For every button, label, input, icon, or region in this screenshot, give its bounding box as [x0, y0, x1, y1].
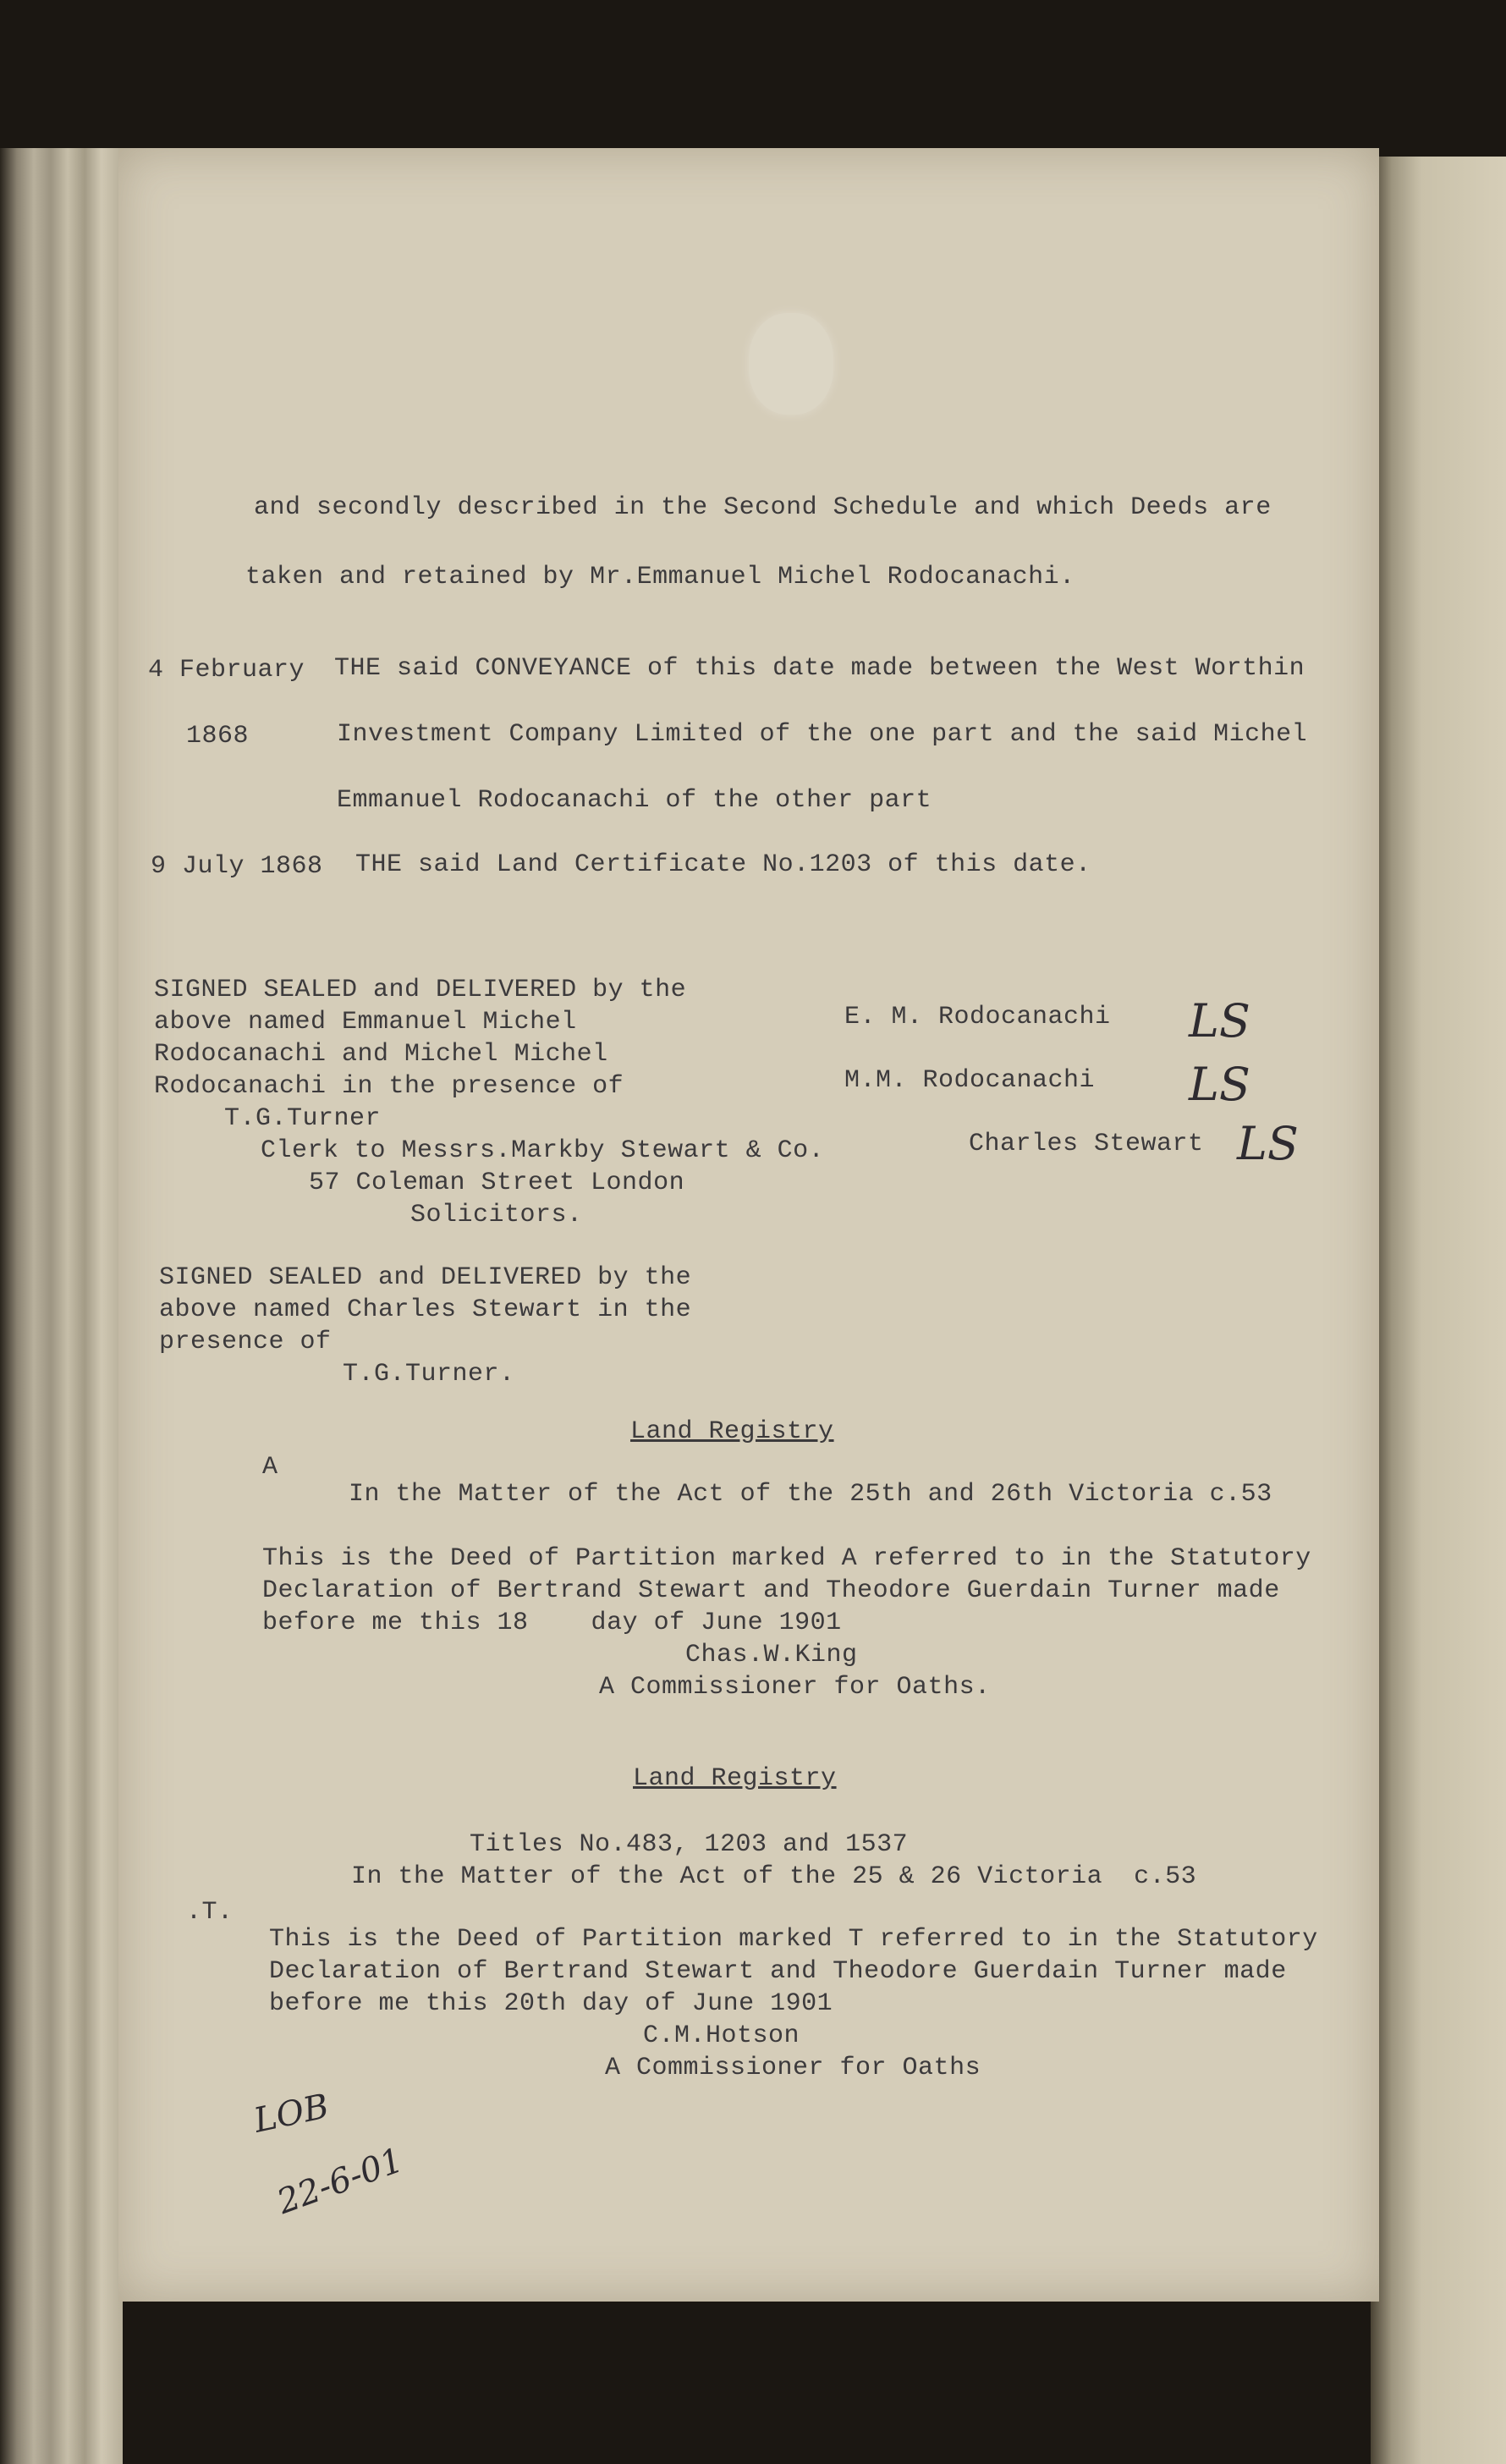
intro-line-2: taken and retained by Mr.Emmanuel Michel Rodocanachi.	[245, 563, 1075, 591]
handwritten-initials: LOB	[250, 2087, 333, 2141]
facing-page	[1371, 157, 1506, 2464]
seal-mark-1: LS	[1189, 994, 1250, 1048]
entry-text-1a: THE said CONVEYANCE of this date made between the West Worthin	[334, 654, 1305, 683]
entry-text-1c: Emmanuel Rodocanachi of the other part	[337, 786, 932, 815]
execution2-line-4: T.G.Turner.	[343, 1360, 515, 1389]
cert-a-body-2: Declaration of Bertrand Stewart and Theodore Guerdain Turner made	[262, 1576, 1280, 1605]
seal-mark-3: LS	[1237, 1117, 1299, 1170]
execution2-line-3: presence of	[159, 1328, 332, 1356]
cert-a-heading: Land Registry	[630, 1417, 834, 1446]
cert-a-role: A Commissioner for Oaths.	[599, 1673, 991, 1702]
embossed-seal-icon	[749, 313, 833, 415]
signatory-1: E. M. Rodocanachi	[844, 1003, 1111, 1031]
execution1-line-5: T.G.Turner	[224, 1104, 382, 1133]
entry-date-2: 9 July 1868	[151, 852, 323, 881]
execution2-line-2: above named Charles Stewart in the	[159, 1295, 692, 1324]
execution1-line-4: Rodocanachi in the presence of	[154, 1072, 624, 1101]
cert-t-role: A Commissioner for Oaths	[605, 2054, 981, 2082]
signatory-2: M.M. Rodocanachi	[844, 1066, 1096, 1095]
entry-date-1b: 1868	[186, 722, 250, 751]
cert-a-signer: Chas.W.King	[685, 1641, 858, 1669]
cert-t-body-1: This is the Deed of Partition marked T referred to in the Statutory	[269, 1925, 1318, 1954]
cert-a-body-1: This is the Deed of Partition marked A referred to in the Statutory	[262, 1544, 1311, 1573]
cert-t-body-2: Declaration of Bertrand Stewart and Theodore Guerdain Turner made	[269, 1957, 1287, 1986]
document-page	[118, 148, 1379, 2302]
entry-date-1a: 4 February	[148, 656, 305, 685]
cert-t-marker: .T.	[186, 1898, 234, 1927]
cert-t-titles: Titles No.483, 1203 and 1537	[470, 1830, 909, 1859]
cert-t-body-3: before me this 20th day of June 1901	[269, 1989, 833, 2018]
execution1-line-3: Rodocanachi and Michel Michel	[154, 1040, 608, 1069]
execution1-line-1: SIGNED SEALED and DELIVERED by the	[154, 976, 687, 1004]
cert-t-matter: In the Matter of the Act of the 25 & 26 Victoria c.53	[351, 1862, 1197, 1891]
handwritten-date: 22-6-01	[272, 2141, 409, 2222]
cert-a-matter: In the Matter of the Act of the 25th and 26th Victoria c.53	[349, 1480, 1272, 1509]
cert-a-marker: A	[262, 1453, 278, 1482]
cert-a-body-3: before me this 18 day of June 1901	[262, 1609, 842, 1637]
intro-line-1: and secondly described in the Second Schedule and which Deeds are	[254, 493, 1272, 522]
execution2-line-1: SIGNED SEALED and DELIVERED by the	[159, 1263, 692, 1292]
cert-t-signer: C.M.Hotson	[643, 2021, 800, 2050]
entry-text-2: THE said Land Certificate No.1203 of this date.	[355, 850, 1091, 879]
book-page-edges	[0, 148, 123, 2464]
entry-text-1b: Investment Company Limited of the one part and the said Michel	[337, 720, 1308, 749]
execution1-line-7: 57 Coleman Street London	[309, 1169, 685, 1197]
execution1-line-2: above named Emmanuel Michel	[154, 1008, 577, 1037]
execution1-line-8: Solicitors.	[410, 1201, 583, 1229]
signatory-3: Charles Stewart	[969, 1130, 1204, 1158]
seal-mark-2: LS	[1189, 1058, 1250, 1111]
cert-t-heading: Land Registry	[633, 1764, 837, 1793]
execution1-line-6: Clerk to Messrs.Markby Stewart & Co.	[261, 1136, 825, 1165]
